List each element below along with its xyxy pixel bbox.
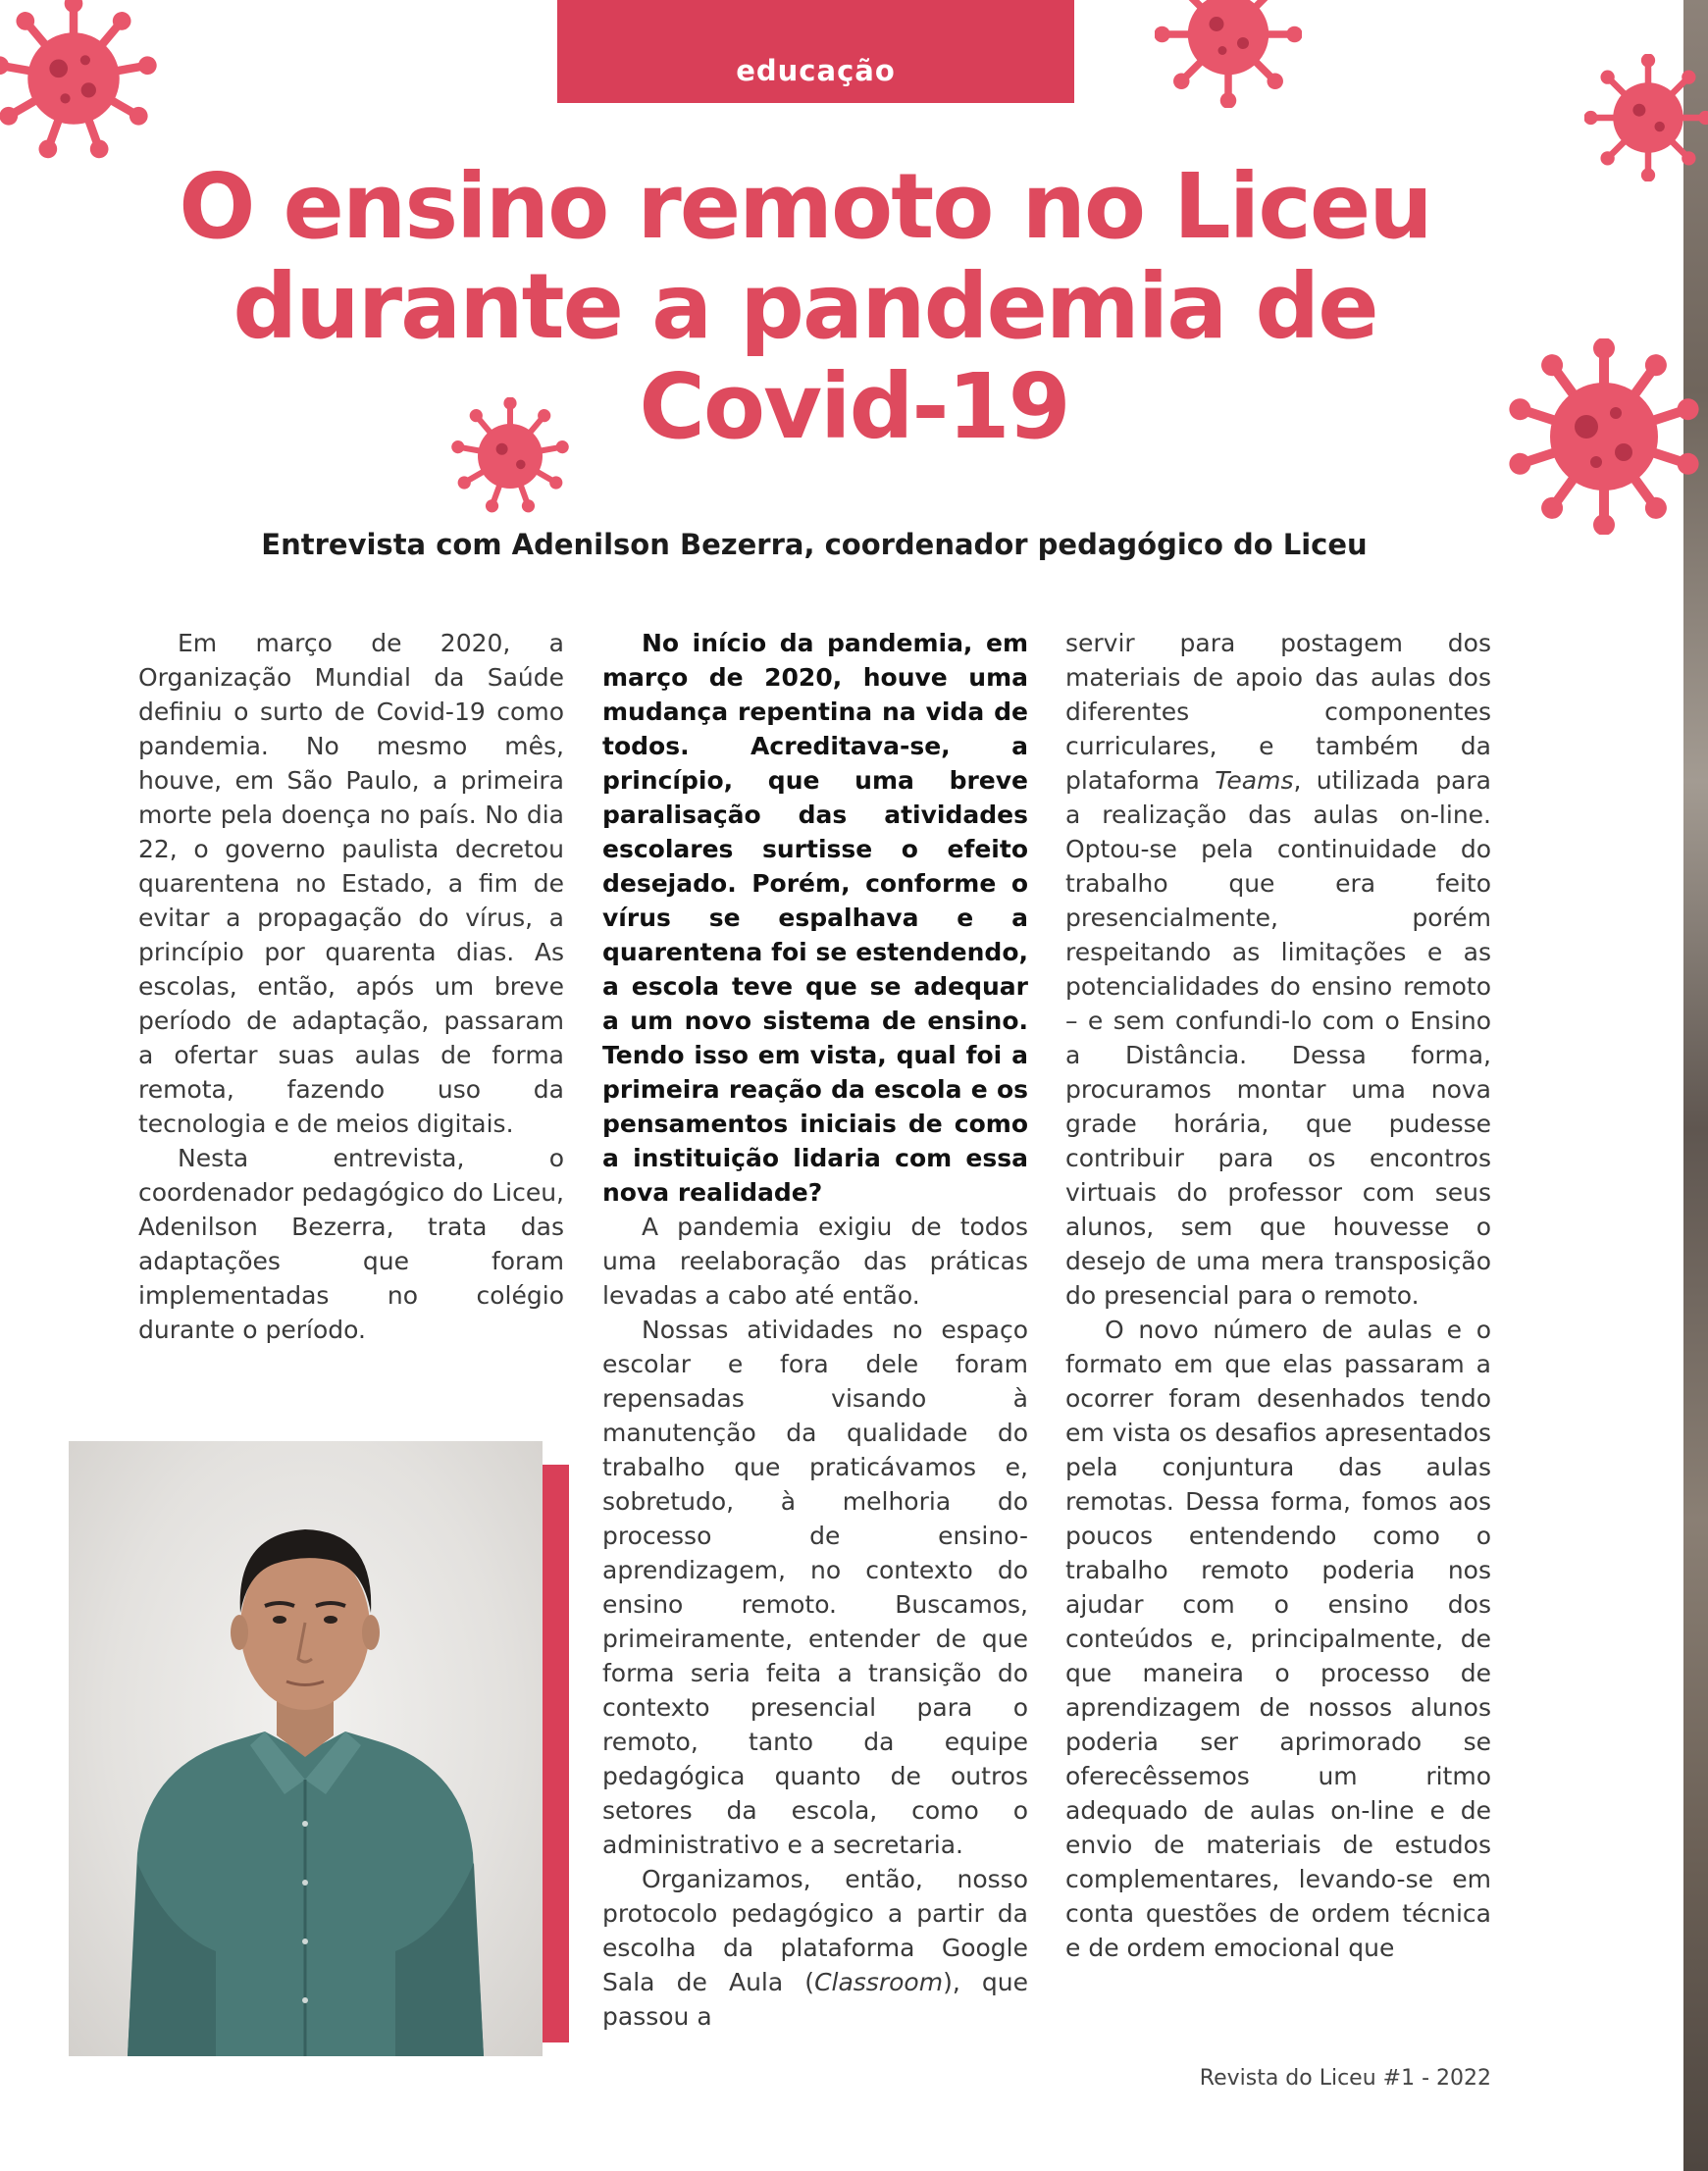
answer-paragraph-3-end: ), que passou a <box>602 1968 1028 2031</box>
answer-paragraph-2: Nossas atividades no espaço escolar e fora dele foram repensadas visando à manutenção da qualidade do trabalho que praticávamos e, sobretudo, à melhoria do processo de ensino-aprendizagem, no contexto do ensino remoto. Buscamos, primeiramente, entender de que forma seria feita a transição do contexto presencial para o remoto, tanto da equipe pedagógica quanto de outros setores da escola, como o administrativo e a secretaria. <box>602 1316 1028 1859</box>
intro-paragraph-1: Em março de 2020, a Organização Mundial da Saúde definiu o surto de Covid-19 como pandemia. No mesmo mês, houve, em São Paulo, a primeira morte pela doença no país. No dia 22, o governo paulista decretou quarentena no Estado, a fim de evitar a propagação do vírus, a princípio por quarenta dias. As escolas, então, após um breve período de adaptação, passaram a ofertar suas aulas de forma remota, fazendo uso da tecnologia e de meios digitais. <box>138 629 564 1138</box>
answer-continued-start: servir para postagem dos materiais de apoio das aulas dos diferentes componentes curriculares, e também da plataforma <box>1065 629 1491 795</box>
virus-icon <box>1506 338 1702 535</box>
virus-icon <box>0 0 157 162</box>
article-subtitle: Entrevista com Adenilson Bezerra, coordenador pedagógico do Liceu <box>261 528 1368 561</box>
headline-line-1: O ensino remoto no Liceu <box>179 154 1431 259</box>
section-label <box>557 0 1074 103</box>
intro-paragraph-2: Nesta entrevista, o coordenador pedagógico do Liceu, Adenilson Bezerra, trata das adaptações que foram implementadas no colégio durante o período. <box>138 1144 564 1344</box>
article-headline <box>147 154 1463 459</box>
answer-paragraph-4: O novo número de aulas e o formato em que elas passaram a ocorrer foram desenhados tendo em vista os desafios apresentados pela conjuntura das aulas remotas. Dessa forma, fomos aos poucos entendendo como o trabalho remoto poderia nos ajudar com o ensino dos conteúdos e, principalmente, de que maneira o processo de aprendizagem de nossos alunos poderia ser aprimorado se oferecêssemos um ritmo adequado de aulas on-line e de envio de materiais de estudos complementares, levando-se em conta questões de ordem técnica e de ordem emocional que <box>1065 1316 1491 1962</box>
text-column-2 <box>602 626 1028 2034</box>
text-column-3 <box>1065 626 1491 1965</box>
answer-paragraph-3-start: Organizamos, então, nosso protocolo pedagógico a partir da escolha da plataforma Google Sala de Aula ( <box>602 1865 1028 1996</box>
answer-continued-end: , utilizada para a realização das aulas on-line. Optou-se pela continuidade do trabalho que era feito presencialmente, porém respeitando as limitações e as potencialidades do ensino remoto – e sem confundi-lo com o Ensino a Distância. Dessa forma, procuramos montar uma nova grade horária, que pudesse contribuir para os encontros virtuais do professor com seus alunos, sem que houvesse o desejo de uma mera transposição do presencial para o remoto. <box>1065 766 1491 1310</box>
section-label-text: educação <box>736 54 896 87</box>
answer-paragraph-continued <box>1065 626 1491 1313</box>
page-footer: Revista do Liceu #1 - 2022 <box>1199 2066 1491 2091</box>
headline-line-2: durante a pandemia de <box>233 254 1377 359</box>
answer-paragraph-3 <box>602 1862 1028 2034</box>
text-column-1 <box>138 626 564 1347</box>
answer-paragraph-1: A pandemia exigiu de todos uma reelaboração das práticas levadas a cabo até então. <box>602 1213 1028 1310</box>
headline-line-3: Covid-19 <box>639 354 1069 459</box>
classroom-term: Classroom <box>814 1968 944 1996</box>
virus-icon <box>1584 54 1708 181</box>
teams-term: Teams <box>1215 766 1294 795</box>
portrait-photo <box>69 1441 543 2056</box>
interview-question: No início da pandemia, em março de 2020, houve uma mudança repentina na vida de todos. Acreditava-se, a princípio, que uma breve paralisação das atividades escolares surtisse o efeito desejado. Porém, conforme o vírus se espalhava e a quarentena foi se estendendo, a escola teve que se adequar a um novo sistema de ensino. Tendo isso em vista, qual foi a primeira reação da escola e os pensamentos iniciais de como a instituição lidaria com essa nova realidade? <box>602 629 1028 1207</box>
virus-icon <box>1155 0 1302 108</box>
adjacent-page-photo-edge <box>1683 0 1708 2171</box>
